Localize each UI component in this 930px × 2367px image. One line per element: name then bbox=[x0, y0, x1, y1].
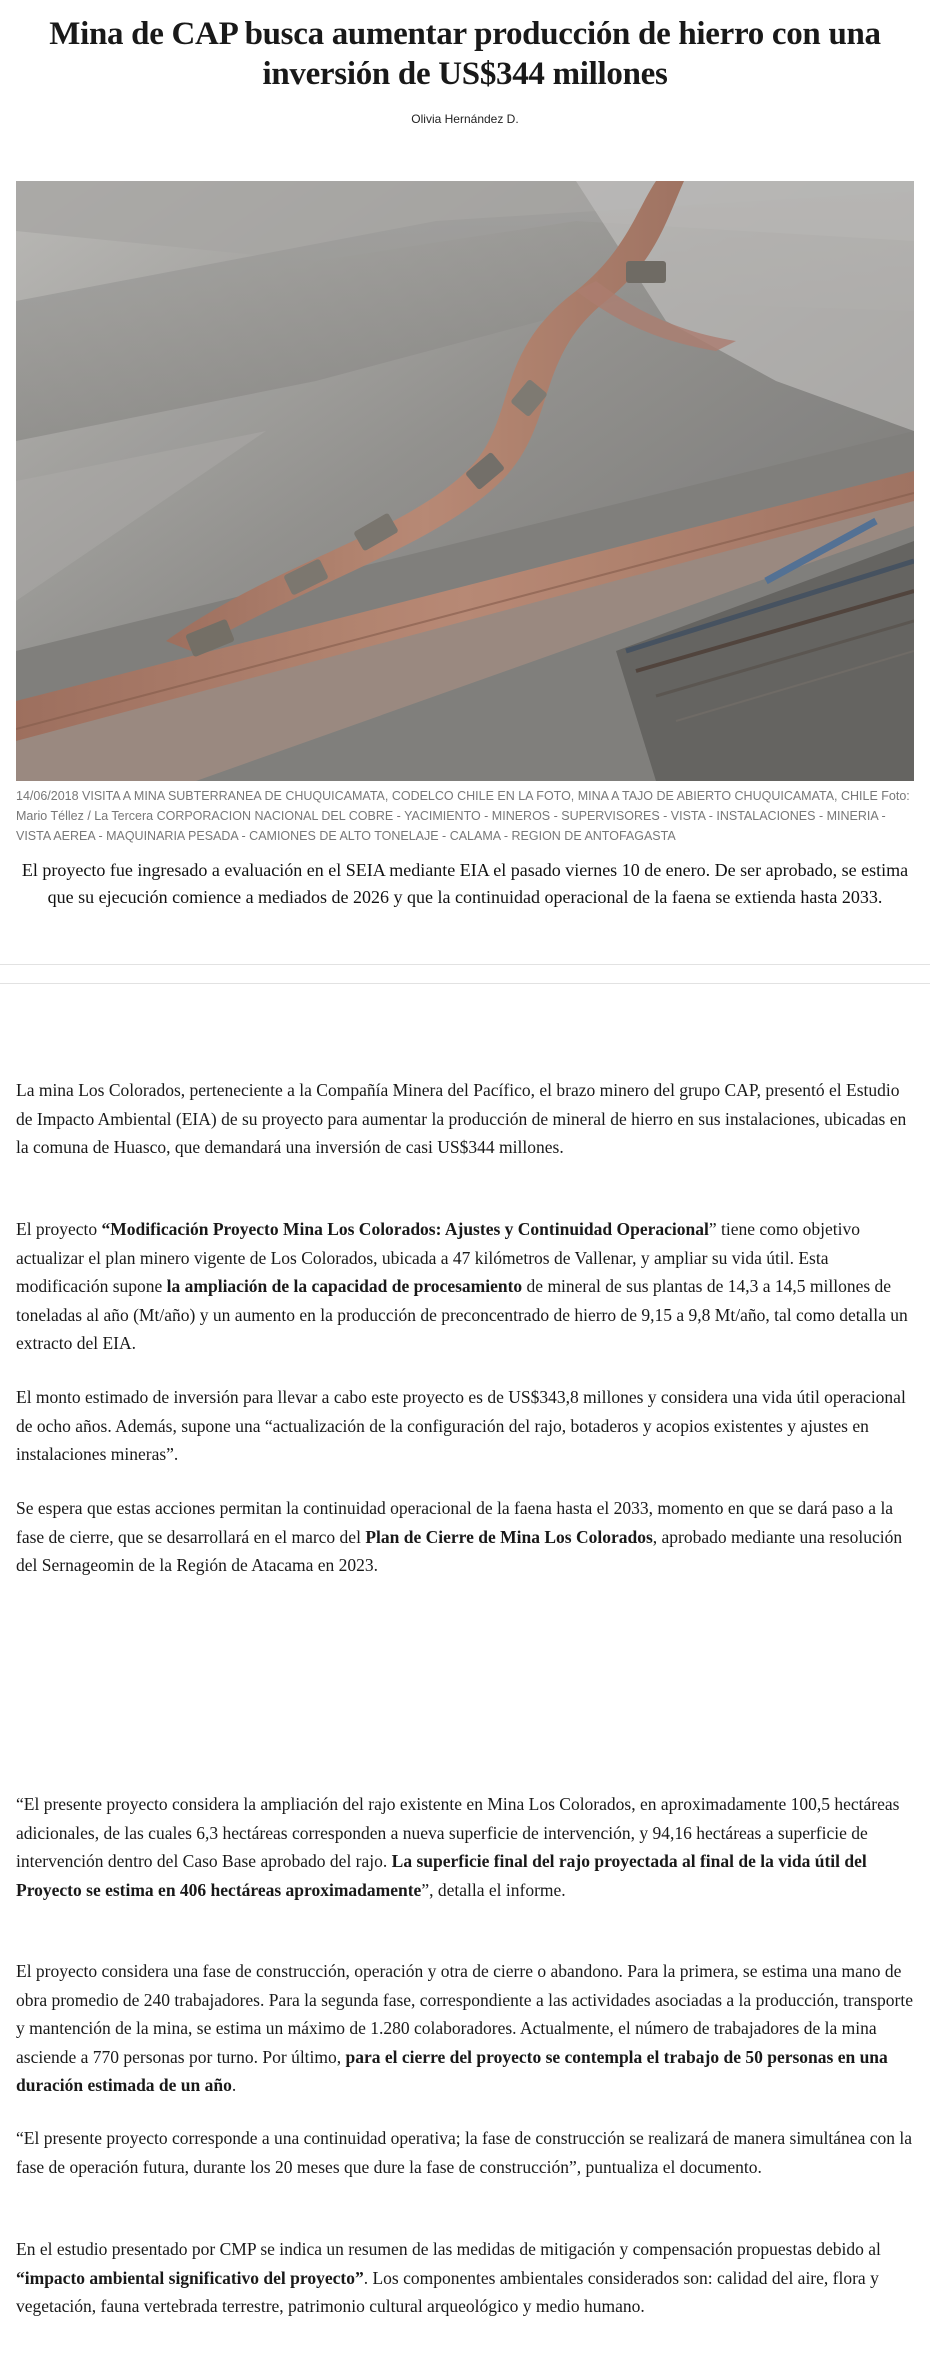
lead-divider bbox=[0, 964, 930, 965]
paragraph-text: En el estudio presentado por CMP se indica un resumen de las medidas de mitigación y compensación propuestas debido al bbox=[16, 2239, 881, 2259]
paragraph-text: El proyecto bbox=[16, 1219, 102, 1239]
image-caption: 14/06/2018 VISITA A MINA SUBTERRANEA DE CHUQUICAMATA, CODELCO CHILE EN LA FOTO, MINA A TAJO DE ABIERTO CHUQUICAMATA, CHILE Foto: Mario Téllez / La Tercera CORPORACION NACIONAL DEL COBRE - YACIMIENTO - MINEROS - SUPERVISORES - VISTA - INSTALACIONES - MINERIA - VISTA AEREA - MAQUINARIA PESADA - CAMIONES DE ALTO TONELAJE - CALAMA - REGION DE ANTOFAGASTA bbox=[16, 789, 910, 843]
article-image bbox=[16, 181, 914, 781]
bold-closure-workforce: para el cierre del proyecto se contempla el trabajo de 50 personas en una duración estimada de un año bbox=[16, 2046, 888, 2095]
body-paragraph-5 bbox=[16, 1790, 914, 1904]
article-headline: Mina de CAP busca aumentar producción de hierro con una inversión de US$344 millones bbox=[49, 16, 881, 92]
bold-environmental-impact: “impacto ambiental significativo del proyecto” bbox=[16, 2267, 364, 2288]
bold-project-name: “Modificación Proyecto Mina Los Colorados: Ajustes y Continuidad Operacional bbox=[101, 1219, 709, 1239]
paragraph-text: ” tiene como objetivo actualizar el plan minero vigente de Los Colorados, ubicada a 47 kilómetros de Vallenar, y ampliar su vida útil. Esta modificación supone bbox=[16, 1219, 860, 1296]
section-divider bbox=[0, 983, 930, 984]
paragraph-text: . Los componentes ambientales considerados son: calidad del aire, flora y vegetación, fauna vertebrada terrestre, patrimonio cultural arqueológico y medio humano. bbox=[16, 2267, 879, 2316]
body-paragraph-4 bbox=[16, 1494, 914, 1580]
author-byline[interactable]: Olivia Hernández D. bbox=[411, 112, 519, 126]
article-lead: El proyecto fue ingresado a evaluación en el SEIA mediante EIA el pasado viernes 10 de enero. De ser aprobado, se estima que su ejecución comience a mediados de 2026 y que la continuidad operacional de la faena se extienda hasta 2033. bbox=[21, 860, 909, 907]
paragraph-text: “El presente proyecto considera la ampliación del rajo existente en Mina Los Colorados, en aproximadamente 100,5 hectáreas adicionales, de las cuales 6,3 hectáreas corresponden a nueva superficie de intervención, y 94,16 hectáreas a superficie de intervención dentro del Caso Base aprobado del rajo. bbox=[16, 1794, 900, 1871]
bold-capacity-expansion: la ampliación de la capacidad de procesamiento bbox=[166, 1276, 523, 1296]
body-paragraph-2 bbox=[16, 1215, 914, 1358]
paragraph-text: El proyecto considera una fase de construcción, operación y otra de cierre o abandono. Para la primera, se estima una mano de obra promedio de 240 trabajadores. Para la segunda fase, correspondiente a las actividades asociadas a la producción, transporte y mantención de la mina, se estima un máximo de 1.280 colaboradores. Actualmente, el número de trabajadores de la mina asciende a 770 personas por turno. Por último, bbox=[16, 1961, 914, 2067]
paragraph-text: , aprobado mediante una resolución del Sernageomin de la Región de Atacama en 2023. bbox=[16, 1526, 903, 1575]
body-paragraph-6 bbox=[16, 1957, 914, 2100]
paragraph-text: . bbox=[231, 2075, 237, 2095]
body-paragraph-1: La mina Los Colorados, perteneciente a la Compañía Minera del Pacífico, el brazo minero del grupo CAP, presentó el Estudio de Impacto Ambiental (EIA) de su proyecto para aumentar la producción de mineral de hierro en sus instalaciones, ubicadas en la comuna de Huasco, que demandará una inversión de casi US$344 millones. bbox=[16, 1080, 907, 1157]
paragraph-text: Se espera que estas acciones permitan la continuidad operacional de la faena hasta el 2033, momento en que se dará paso a la fase de cierre, que se desarrollará en el marco del bbox=[16, 1498, 894, 1547]
body-paragraph-7: “El presente proyecto corresponde a una continuidad operativa; la fase de construcción se realizará de manera simultánea con la fase de operación futura, durante los 20 meses que dure la fase de construcción”, puntualiza el documento. bbox=[16, 2128, 912, 2177]
bold-closure-plan: Plan de Cierre de Mina Los Colorados bbox=[365, 1526, 653, 1547]
paragraph-text: ”, detalla el informe. bbox=[421, 1879, 566, 1900]
body-paragraph-8 bbox=[16, 2235, 914, 2321]
paragraph-text: de mineral de sus plantas de 14,3 a 14,5 millones de toneladas al año (Mt/año) y un aumento en la producción de preconcentrado de hierro de 9,15 a 9,8 Mt/año, tal como detalla un extracto del EIA. bbox=[16, 1276, 908, 1353]
bold-final-surface: La superficie final del rajo proyectada al final de la vida útil del Proyecto se estima en 406 hectáreas aproximadamente bbox=[16, 1851, 867, 1900]
body-paragraph-3: El monto estimado de inversión para llevar a cabo este proyecto es de US$343,8 millones y considera una vida útil operacional de ocho años. Además, supone una “actualización de la configuración del rajo, botaderos y acopios existentes y ajustes en instalaciones mineras”. bbox=[16, 1387, 906, 1464]
